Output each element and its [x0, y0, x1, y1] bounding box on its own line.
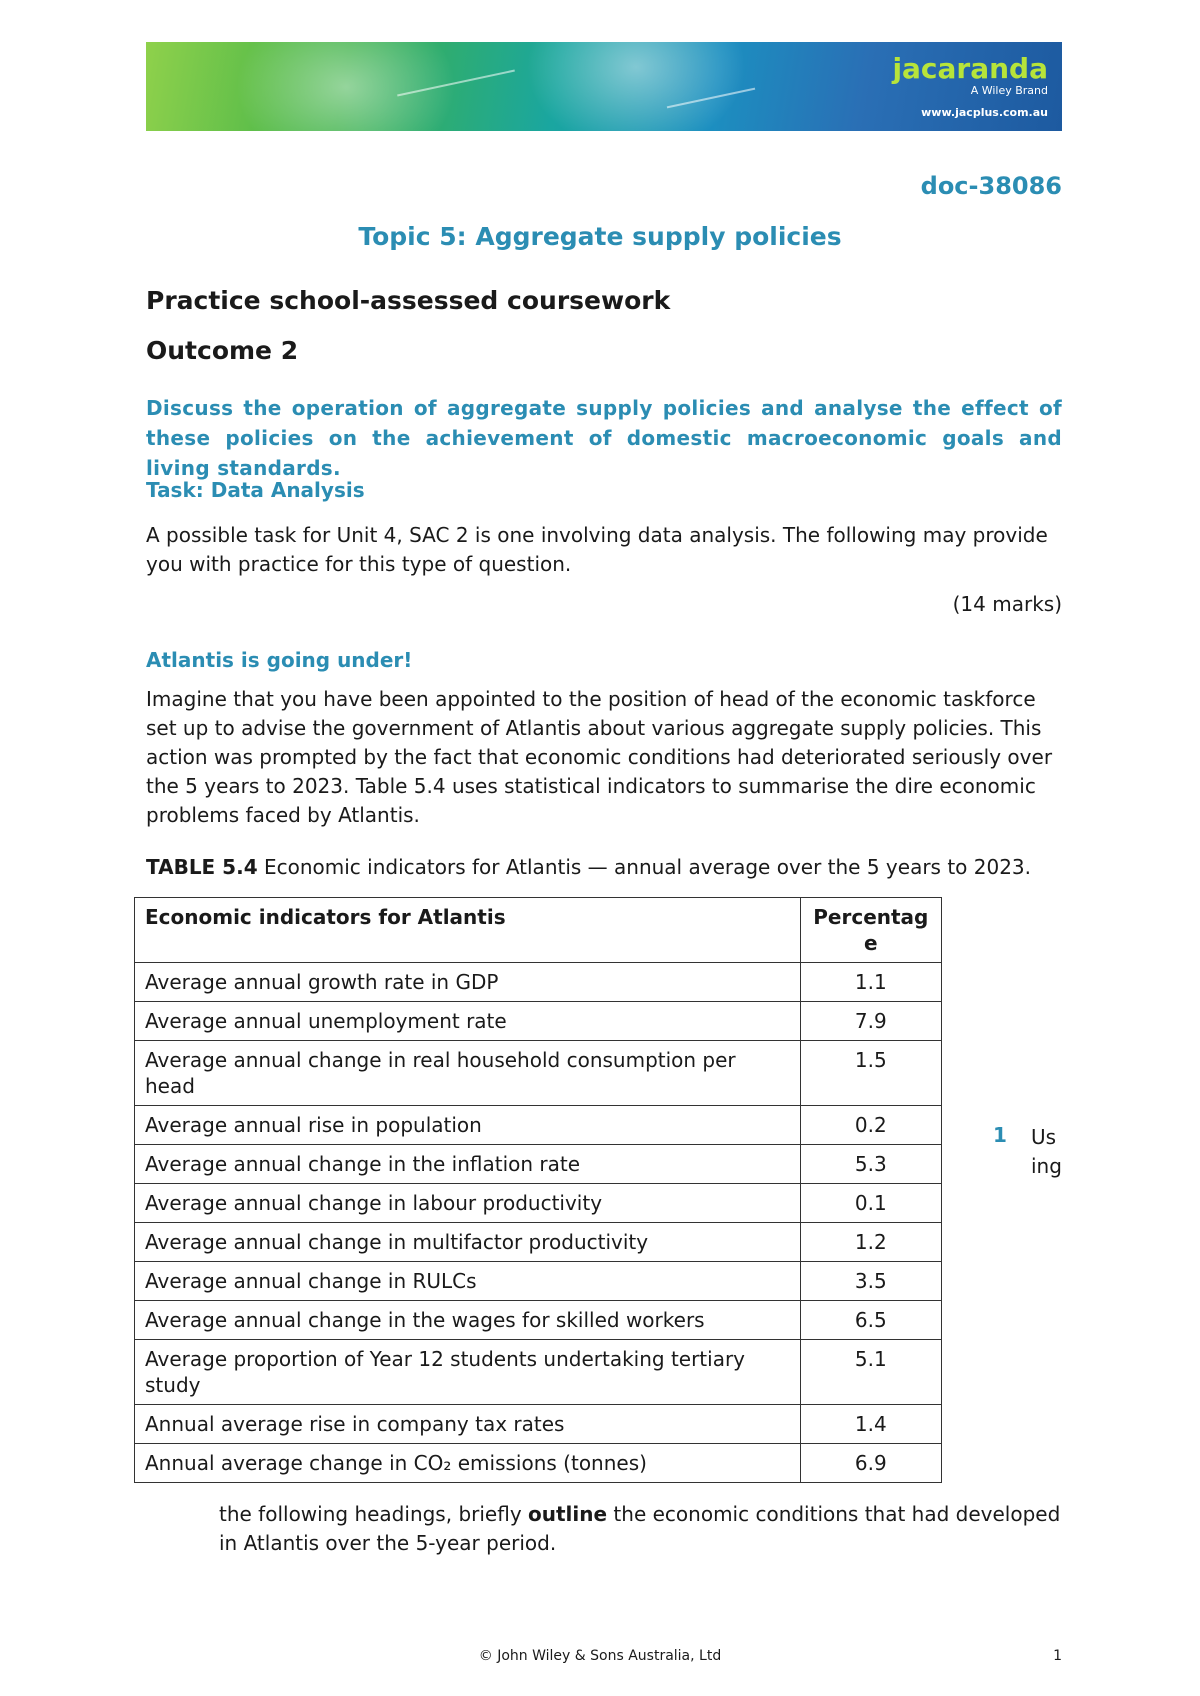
task-label: Task: Data Analysis	[146, 478, 365, 502]
indicator-label: Average annual growth rate in GDP	[135, 963, 801, 1002]
indicator-value: 6.9	[800, 1444, 941, 1483]
indicator-value: 1.5	[800, 1041, 941, 1106]
indicator-label: Average annual unemployment rate	[135, 1002, 801, 1041]
question-text-before: the following headings, briefly	[219, 1502, 529, 1526]
table-row	[135, 1340, 942, 1405]
scenario-title: Atlantis is going under!	[146, 648, 413, 672]
indicator-label: Average annual change in RULCs	[135, 1262, 801, 1301]
indicator-label: Average annual change in the inflation rate	[135, 1145, 801, 1184]
brand-name: jacaranda	[892, 52, 1048, 85]
table-row	[135, 1301, 942, 1340]
section-heading: Practice school-assessed coursework	[146, 286, 671, 315]
indicator-value: 0.2	[800, 1106, 941, 1145]
column-header: Percentag e	[800, 898, 941, 963]
scenario-text: Imagine that you have been appointed to the position of head of the economic taskforce set up to advise the government of Atlantis about various aggregate supply policies. This action was prompted by the fact that economic conditions had deteriorated seriously over the 5 years to 2023. Table 5.4 uses statistical indicators to summarise the dire economic problems faced by Atlantis.	[146, 687, 1053, 827]
indicator-value: 5.1	[800, 1340, 941, 1405]
table-row	[135, 1262, 942, 1301]
table-row	[135, 1041, 942, 1106]
table-row	[135, 1223, 942, 1262]
question-text	[219, 1500, 1069, 1558]
indicator-label: Average annual change in the wages for skilled workers	[135, 1301, 801, 1340]
indicator-value: 5.3	[800, 1145, 941, 1184]
indicator-label: Average annual change in multifactor productivity	[135, 1223, 801, 1262]
indicator-label: Average annual rise in population	[135, 1106, 801, 1145]
table-row	[135, 1002, 942, 1041]
header-banner	[146, 42, 1062, 131]
table-row	[135, 1145, 942, 1184]
question-fragment: Us ing	[1031, 1125, 1062, 1178]
indicator-value: 1.2	[800, 1223, 941, 1262]
brand-tagline: A Wiley Brand	[970, 84, 1048, 97]
indicator-label: Average annual change in real household consumption per head	[135, 1041, 801, 1106]
indicator-value: 6.5	[800, 1301, 941, 1340]
question-number: 1	[993, 1123, 1007, 1147]
indicator-value: 1.4	[800, 1405, 941, 1444]
page-number: 1	[1053, 1648, 1062, 1664]
indicator-label: Average annual change in labour productivity	[135, 1184, 801, 1223]
table-row	[135, 963, 942, 1002]
indicator-label: Average proportion of Year 12 students undertaking tertiary study	[135, 1340, 801, 1405]
table-caption-label: TABLE 5.4	[146, 855, 258, 879]
marks-label: (14 marks)	[952, 592, 1062, 616]
table-row	[135, 1444, 942, 1483]
indicator-label: Annual average change in CO₂ emissions (tonnes)	[135, 1444, 801, 1483]
indicator-value: 1.1	[800, 963, 941, 1002]
table-caption-text: Economic indicators for Atlantis — annual average over the 5 years to 2023.	[257, 855, 1032, 879]
brand-logo	[892, 54, 1048, 119]
indicator-value: 0.1	[800, 1184, 941, 1223]
task-description: A possible task for Unit 4, SAC 2 is one involving data analysis. The following may provide you with practice for this type of question.	[146, 523, 1048, 576]
table-row	[135, 1184, 942, 1223]
table-header-row	[135, 898, 942, 963]
document-id: doc-38086	[920, 172, 1062, 200]
indicator-value: 3.5	[800, 1262, 941, 1301]
outcome-heading: Outcome 2	[146, 336, 299, 365]
column-header: Economic indicators for Atlantis	[135, 898, 801, 963]
brand-url: www.jacplus.com.au	[921, 106, 1048, 119]
page-title: Topic 5: Aggregate supply policies	[358, 222, 842, 251]
table-caption	[146, 855, 1031, 879]
copyright-footer: © John Wiley & Sons Australia, Ltd	[478, 1648, 722, 1664]
banner-decoration	[236, 42, 456, 131]
indicator-value: 7.9	[800, 1002, 941, 1041]
question-text-after: the economic conditions that had developed in Atlantis over the 5-year period.	[219, 1502, 1061, 1555]
indicators-table	[134, 897, 942, 1483]
indicator-label: Annual average rise in company tax rates	[135, 1405, 801, 1444]
question-emphasis: outline	[528, 1502, 608, 1526]
banner-decoration	[526, 42, 746, 131]
outcome-description: Discuss the operation of aggregate supply policies and analyse the effect of these policies on the achievement of domestic macroeconomic goals and living standards.	[146, 396, 1062, 480]
table-row	[135, 1405, 942, 1444]
table-row	[135, 1106, 942, 1145]
